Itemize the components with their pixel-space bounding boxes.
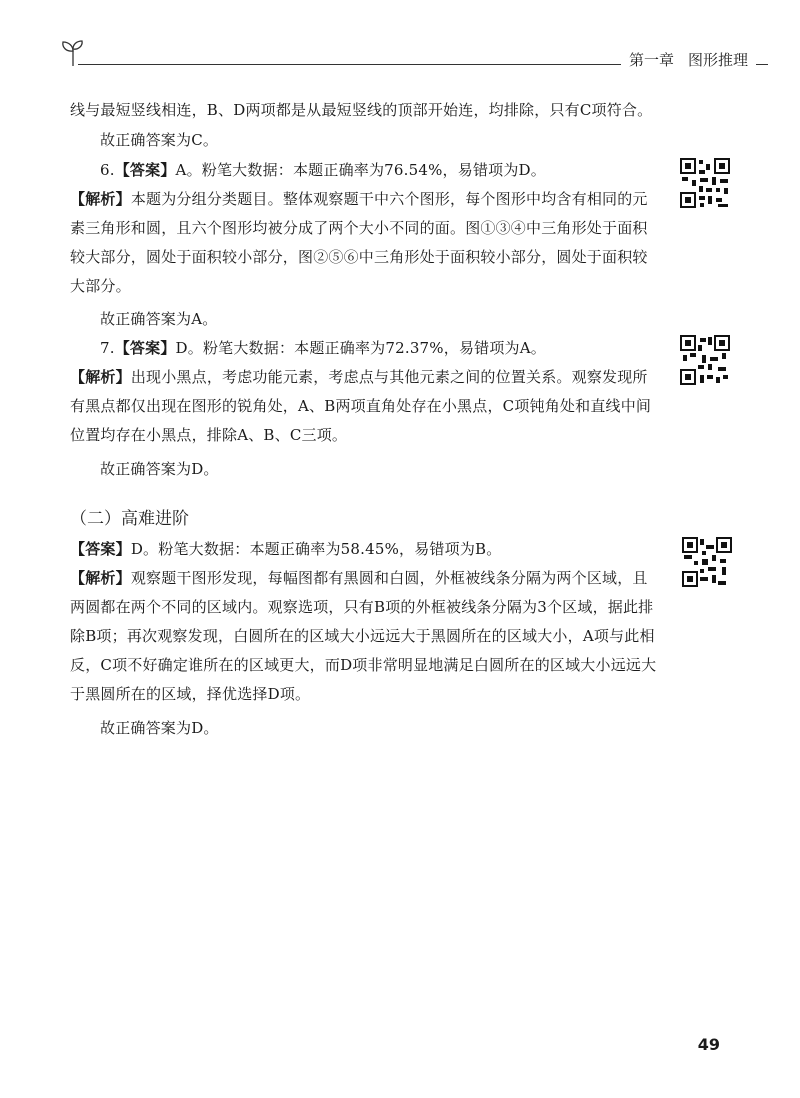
qr-code-icon[interactable] — [680, 158, 730, 208]
section-label: 图形推理 — [687, 51, 748, 69]
q6-analysis-text: 本题为分组分类题目。整体观察题干中六个图形，每个图形中均含有相同的元素三角形和圆，且六个图形均被分成了两个大小不同的面。图①③④中三角形处于面积较大部分，圆处于面积较小部分，图②⑤⑥中三角形处于面积较小部分，圆处于面积较大部分。 — [70, 190, 648, 295]
q7-answer-tag: 【答案】 — [114, 339, 176, 357]
q7-answer-text: D。粉笔大数据：本题正确率为72.37%，易错项为A。 — [175, 339, 546, 357]
q6-answer-text: A。粉笔大数据：本题正确率为76.54%，易错项为D。 — [175, 161, 546, 179]
s2-answer-text: D。粉笔大数据：本题正确率为58.45%，易错项为B。 — [130, 540, 502, 558]
q7-analysis — [70, 363, 660, 450]
q6-analysis-tag: 【解析】 — [70, 190, 131, 208]
q6-conclusion: 故正确答案为A。 — [100, 310, 218, 328]
chapter-heading — [621, 49, 756, 70]
continuation-paragraph: 线与最短竖线相连，B、D两项都是从最短竖线的顶部开始连，均排除，只有C项符合。 — [70, 101, 653, 119]
s2-analysis — [70, 564, 660, 709]
page-number: 49 — [697, 1035, 720, 1054]
q7-conclusion: 故正确答案为D。 — [100, 460, 219, 478]
s2-conclusion: 故正确答案为D。 — [100, 719, 219, 737]
q7-analysis-tag: 【解析】 — [70, 368, 131, 386]
page-header — [0, 0, 800, 80]
s2-answer-tag: 【答案】 — [70, 540, 131, 558]
s2-analysis-tag: 【解析】 — [70, 569, 131, 587]
q6-answer — [70, 156, 660, 185]
q6-answer-tag: 【答案】 — [114, 161, 176, 179]
s2-analysis-text: 观察题干图形发现，每幅图都有黑圆和白圆，外框被线条分隔为两个区域，且两圆都在两个不同的区域内。观察选项，只有B项的外框被线条分隔为3个区域，据此排除B项；再次观察发现，白圆所在的区域大小远远大于黑圆所在的区域大小，A项与此相反，C项不好确定谁所在的区域更大，而D项非常明显地满足白圆所在的区域大小远远大于黑圆所在的区域，择优选择D项。 — [70, 569, 657, 703]
q6-analysis — [70, 185, 660, 301]
chapter-label: 第一章 — [628, 51, 674, 69]
q6-number: 6. — [100, 161, 115, 179]
qr-code-icon[interactable] — [680, 335, 730, 385]
q7-analysis-text: 出现小黑点，考虑功能元素，考虑点与其他元素之间的位置关系。观察发现所有黑点都仅出现在图形的锐角处，A、B两项直角处存在小黑点，C项钝角处和直线中间位置均存在小黑点，排除A、B、C三项。 — [70, 368, 652, 444]
conclusion-c: 故正确答案为C。 — [100, 131, 219, 149]
q7-number: 7. — [100, 339, 115, 357]
section-title: （二）高难进阶 — [70, 509, 189, 529]
qr-code-icon[interactable] — [682, 537, 732, 587]
q7-answer — [70, 334, 660, 363]
s2-answer — [70, 535, 660, 564]
